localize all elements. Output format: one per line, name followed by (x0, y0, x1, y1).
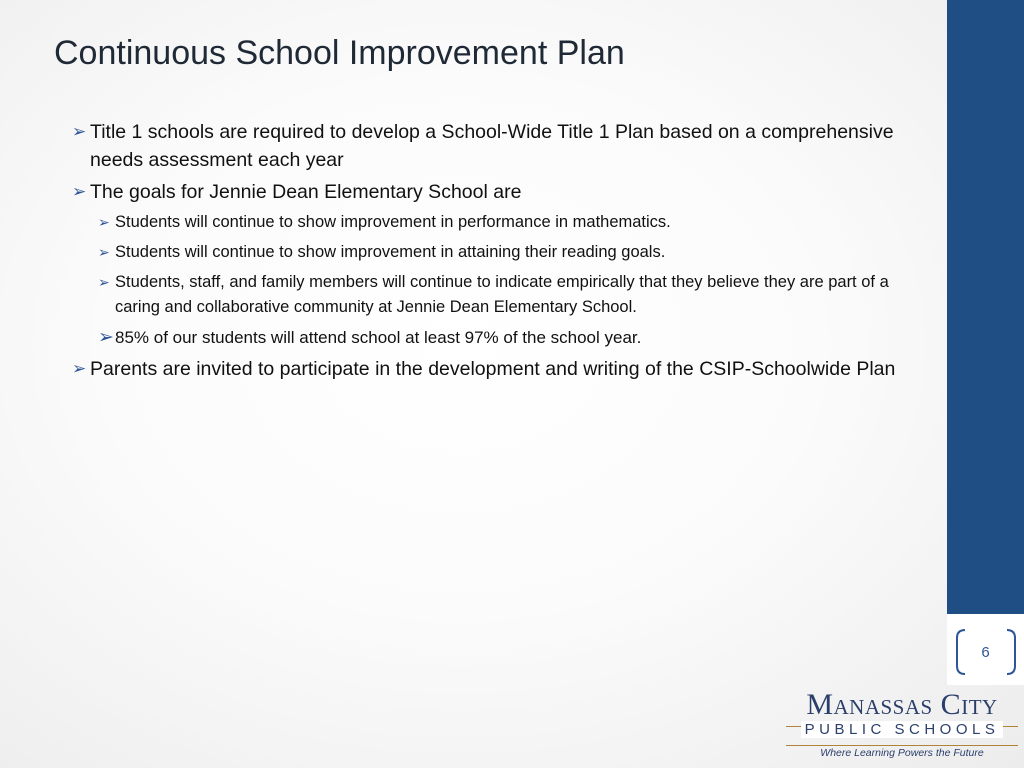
arrow-bullet-icon: ➢ (98, 274, 110, 290)
sub-list-item-text: Students will continue to show improvement in attaining their reading goals. (115, 243, 666, 261)
arrow-bullet-icon: ➢ (72, 122, 87, 141)
page-title: Continuous School Improvement Plan (54, 34, 625, 72)
sub-list-item-text: 85% of our students will attend school at least 97% of the school year. (115, 328, 642, 347)
logo-tagline: Where Learning Powers the Future (820, 747, 984, 759)
sub-list-item-text: Students, staff, and family members will continue to indicate empirically that they believe they are part of a caring and collaborative community at Jennie Dean Elementary School. (115, 273, 889, 316)
list-item-text: Title 1 schools are required to develop a School-Wide Title 1 Plan based on a comprehensive needs assessment each year (90, 121, 894, 171)
list-item (72, 355, 932, 383)
arrow-bullet-icon: ➢ (72, 359, 87, 378)
sub-list-item (98, 240, 932, 265)
page-number-box (947, 614, 1024, 685)
logo-name: Manassas City (806, 688, 998, 721)
logo-subtitle-row (786, 721, 1018, 738)
logo-subtitle: PUBLIC SCHOOLS (801, 721, 1004, 738)
arrow-bullet-icon: ➢ (72, 182, 87, 201)
list-item (72, 118, 932, 174)
list-item-text: The goals for Jennie Dean Elementary School are (90, 181, 522, 203)
school-logo (780, 688, 1020, 764)
list-item-text: Parents are invited to participate in the development and writing of the CSIP-Schoolwide Plan (90, 358, 896, 380)
arrow-bullet-icon: ➢ (98, 327, 114, 348)
sub-list-item (98, 210, 932, 235)
logo-divider (786, 745, 1018, 746)
arrow-bullet-icon: ➢ (98, 214, 110, 230)
list-item (72, 178, 932, 206)
sub-list-item (98, 270, 932, 320)
sidebar-band (947, 0, 1024, 614)
sub-list-item (98, 325, 932, 350)
sub-list-item-text: Students will continue to show improvement in performance in mathematics. (115, 213, 671, 231)
arrow-bullet-icon: ➢ (98, 244, 110, 260)
page-number: 6 (981, 644, 990, 661)
bullet-list (72, 118, 932, 387)
